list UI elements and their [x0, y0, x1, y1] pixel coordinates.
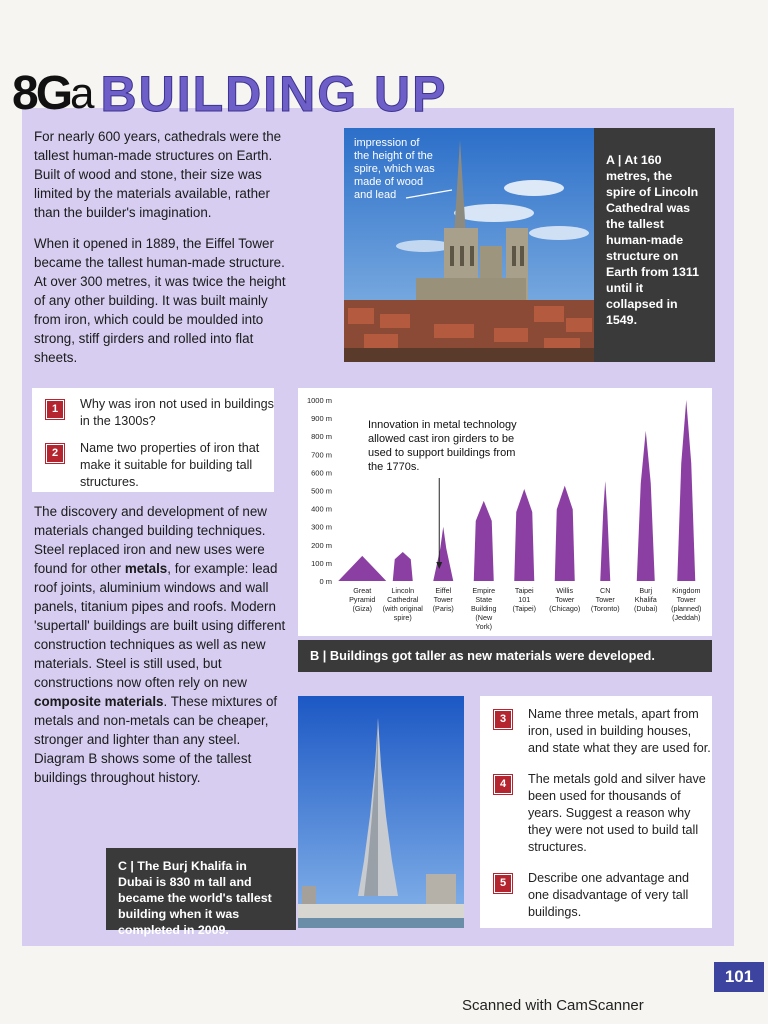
category-label: Kingdom [672, 586, 701, 595]
question-text: Why was iron not used in buildings in the 1300s? [80, 397, 274, 428]
photo-burj-khalifa [298, 696, 464, 928]
category-label: Cathedral [387, 595, 419, 604]
y-tick-label: 800 m [311, 432, 332, 442]
y-tick-label: 400 m [311, 504, 332, 514]
category-label: Pyramid [349, 595, 376, 604]
category-label: (Paris) [432, 604, 454, 613]
para3-text-2: , for example: lead roof joints, aluminium windows and wall panels, titanium pipes and roofs. Modern 'supertall' buildings are built using different construction techniques as well as new materials. Steel is still used, but constructions now often rely on new [34, 561, 286, 690]
para3-text-1: The discovery and development of new materials changed building techniques. Steel replaced iron and new uses were found for other [34, 504, 267, 576]
category-label: Burj [639, 586, 653, 595]
question-text: Name three metals, apart from iron, used in building houses, and state what they are used for. [528, 707, 711, 755]
chart-annotation: used to support buildings from [368, 447, 516, 459]
question-1 [32, 396, 274, 430]
y-tick-label: 300 m [311, 522, 332, 532]
keyword-composite-materials: composite materials [34, 694, 164, 709]
category-label: Building [470, 604, 497, 613]
question-text: Name two properties of iron that make it suitable for building tall structures. [80, 441, 260, 489]
question-4 [480, 771, 712, 856]
question-text: Describe one advantage and one disadvantage of very tall buildings. [528, 871, 690, 919]
photo-lincoln-cathedral [344, 128, 594, 362]
y-tick-label: 900 m [311, 414, 332, 424]
materials-paragraph [34, 502, 288, 799]
scanner-watermark: Scanned with CamScanner [462, 997, 644, 1014]
building-heights-chart [298, 388, 712, 636]
category-label: (Jeddah) [672, 613, 701, 622]
y-tick-label: 700 m [311, 450, 332, 460]
caption-a: A | At 160 metres, the spire of Lincoln Cathedral was the tallest human-made structure on Earth from 1311 until it collapsed in 1549. [594, 128, 715, 362]
chart-svg [298, 388, 712, 636]
category-label: (Giza) [352, 604, 373, 613]
question-number-badge: 1 [46, 400, 64, 419]
category-label: Willis [556, 586, 574, 595]
chart-annotation: allowed cast iron girders to be [368, 433, 515, 445]
question-3 [480, 706, 712, 757]
category-label: Tower [595, 595, 615, 604]
category-label: (Taipei) [512, 604, 537, 613]
category-label: (with original [382, 604, 423, 613]
question-number-badge: 3 [494, 710, 512, 729]
questions-box-bottom [480, 696, 712, 928]
category-label: (New [475, 613, 493, 622]
photo-a-note: impression of the height of the spire, which was made of wood and lead [354, 137, 435, 201]
bar-great [338, 556, 386, 581]
para3-text-3: . These mixtures of metals and non-metals can be cheaper, stronger and lighter than any steel. Diagram B shows some of the tallest buildings throughout history. [34, 694, 278, 785]
page-heading [12, 62, 448, 122]
question-number-badge: 2 [46, 444, 64, 463]
intro-text [34, 127, 288, 379]
question-2 [32, 440, 274, 491]
category-label: CN [600, 586, 611, 595]
question-number-badge: 4 [494, 775, 512, 794]
question-number-badge: 5 [494, 874, 512, 893]
caption-b: B | Buildings got taller as new materials were developed. [298, 640, 712, 672]
bar-lincoln [393, 552, 413, 581]
bar-willis [555, 486, 575, 581]
y-tick-label: 0 m [319, 577, 332, 586]
category-label: 101 [518, 595, 531, 604]
category-label: Taipei [514, 586, 534, 595]
category-label: spire) [393, 613, 412, 622]
bar-cn [600, 481, 610, 581]
bar-empire [474, 501, 494, 581]
category-label: Tower [676, 595, 696, 604]
y-tick-label: 600 m [311, 468, 332, 478]
page-title: BUILDING UP [100, 66, 448, 122]
y-tick-label: 200 m [311, 540, 332, 550]
category-label: Empire [472, 586, 496, 595]
y-tick-label: 100 m [311, 558, 332, 568]
y-tick-label: 500 m [311, 486, 332, 496]
questions-box-top [32, 388, 274, 492]
cathedral-illustration [344, 128, 594, 362]
category-label: (planned) [671, 604, 702, 613]
category-label: State [475, 595, 493, 604]
category-label: Lincoln [391, 586, 415, 595]
category-label: Eiffel [435, 586, 452, 595]
category-label: (Chicago) [549, 604, 581, 613]
question-text: The metals gold and silver have been used for thousands of years. Suggest a reason why they were not used to build tall structures. [528, 772, 706, 854]
bar-kingdom [677, 400, 695, 581]
question-5 [480, 870, 712, 921]
keyword-metals: metals [124, 561, 168, 576]
category-label: York) [475, 622, 493, 631]
chart-annotation: Innovation in metal technology [368, 419, 517, 431]
bar-eiffel [433, 527, 453, 581]
bar-taipei [514, 489, 534, 581]
category-label: Great [353, 586, 372, 595]
section-code-suffix: a [70, 69, 95, 118]
category-label: Tower [555, 595, 575, 604]
burj-illustration [298, 696, 464, 928]
y-tick-label: 1000 m [306, 396, 332, 405]
page-number: 101 [714, 962, 764, 992]
section-code: 8G [12, 67, 71, 120]
category-label: Khalifa [634, 595, 657, 604]
caption-c: C | The Burj Khalifa in Dubai is 830 m tall and became the world's tallest building when it was completed in 2009. [106, 848, 296, 930]
intro-para-1: For nearly 600 years, cathedrals were the tallest human-made structures on Earth. Built of wood and stone, their size was limited by the materials available, rather than the builder's imagination. [34, 129, 282, 220]
intro-para-2: When it opened in 1889, the Eiffel Tower became the tallest human-made structure. At over 300 metres, it was twice the height of any other building. It was built mainly from iron, which could be moulded into strong, stiff girders and rolled into flat sheets. [34, 236, 286, 365]
category-label: Tower [433, 595, 453, 604]
category-label: (Dubai) [633, 604, 658, 613]
bar-burj [637, 431, 655, 581]
category-label: (Toronto) [590, 604, 620, 613]
chart-annotation: the 1770s. [368, 461, 420, 473]
